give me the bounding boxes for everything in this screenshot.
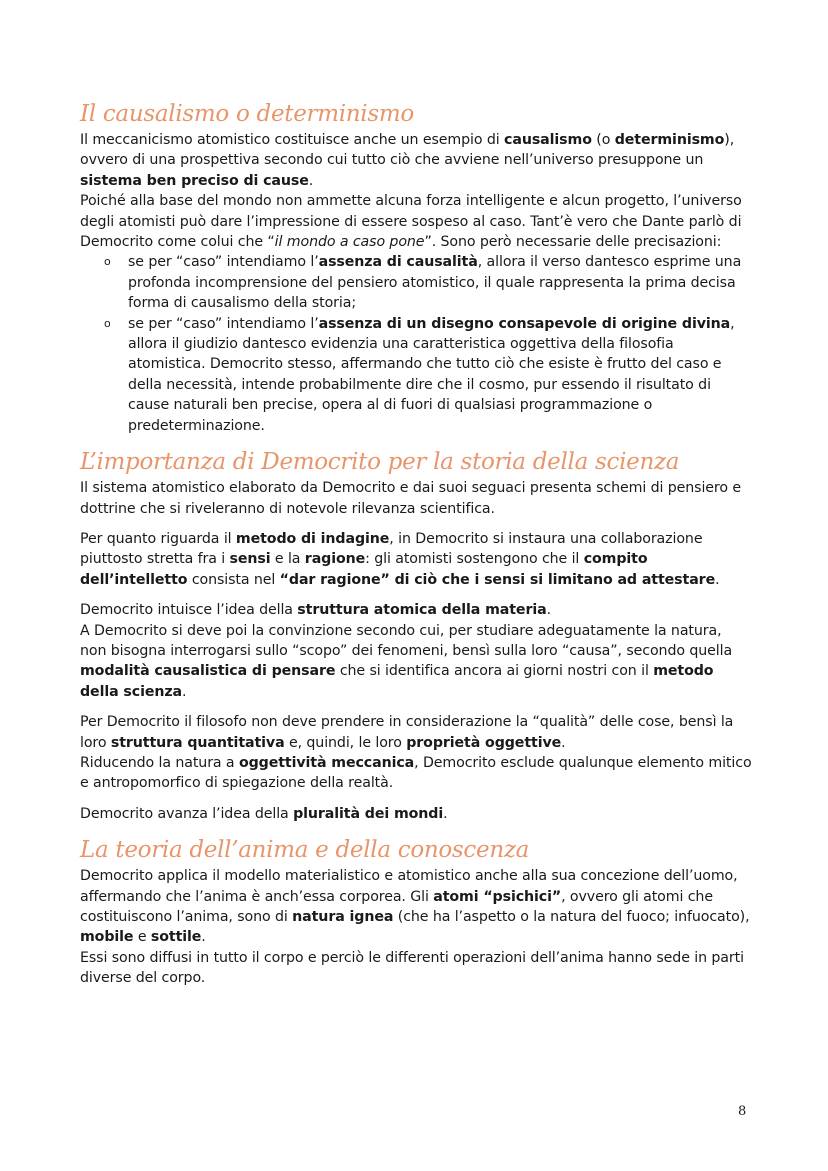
bold-term: metodo di indagine [235,530,390,547]
text-run: , allora il verso dantesco esprime una profonda incomprensione del pensiero atomistico, il quale rappresenta la prima decisa forma di causalismo della storia; [128,254,742,312]
paragraph [80,804,752,824]
paragraph [80,600,752,620]
paragraph [80,866,752,948]
paragraph [80,130,752,191]
text-run: Democrito intuisce l’idea della [80,602,298,619]
page-number: 8 [738,1104,747,1119]
text-run: , allora il giudizio dantesco evidenzia una caratteristica oggettiva della filosofia atomistica. Democrito stesso, affermando che tutto ciò che esiste è frutto del caso e della necessità, intende probabilmente dire che il cosmo, pur essendo il risultato di cause naturali ben precise, opera al di fuori di qualsiasi programmazione o predeterminazione. [128,315,735,434]
text-run: Poiché alla base del mondo non ammette alcuna forza intelligente e alcun progetto, l’universo degli atomisti può dare l’impressione di essere sospeso al caso. Tant’è vero che Dante parlò di Democrito come colui che “ [80,193,742,251]
text-run: e, quindi, le loro [284,734,407,751]
quotation: il mondo a caso pone [274,234,425,251]
section-teoria-anima [80,836,752,988]
section-heading: Il causalismo o determinismo [80,101,414,127]
section-causalismo [80,100,752,436]
text-run: . [715,571,720,588]
bold-term: ragione [304,551,366,568]
text-run: . [546,602,552,619]
text-run: Essi sono diffusi in tutto il corpo e perciò le differenti operazioni dell’anima hanno sede in parti diverse del corpo. [80,949,744,987]
text-run: ”. Sono però necessarie delle precisazioni: [424,234,722,251]
text-run: e la [270,551,305,568]
bold-term: sottile [150,929,202,946]
bold-term: assenza di un disegno consapevole di origine divina [318,315,731,332]
bold-term: modalità causalistica di pensare [80,663,336,680]
paragraph [80,948,752,989]
section-heading: L’importanza di Democrito per la storia della scienza [80,449,680,476]
text-run: . [308,172,314,189]
text-run: . [201,929,206,946]
text-run: , Democrito esclude qualunque elemento mitico e antropomorfico di spiegazione della realtà. [80,754,752,792]
bold-term: proprietà oggettive [406,734,562,751]
bold-term: sistema ben preciso di cause [80,172,309,189]
bold-term: determinismo [614,132,725,148]
text-run: . [443,805,448,822]
bold-term: natura ignea [292,909,394,925]
text-run: ), ovvero di una prospettiva secondo cui tutto ciò che avviene nell’universo presuppone un [80,132,735,169]
text-run: (che ha l’aspetto o la natura del fuoco; infuocato), [393,909,750,925]
text-run: se per “caso” intendiamo l’ [128,315,319,332]
bold-term: atomi “psichici” [433,888,562,905]
bold-term: assenza di causalità [318,254,478,271]
bold-term: metodo della scienza [80,663,714,700]
text-run: che si identifica ancora ai giorni nostri con il [335,663,654,680]
paragraph [80,191,752,252]
text-run: . [561,734,566,751]
bold-term: struttura atomica della materia [297,602,547,619]
text-run: A Democrito si deve poi la convinzione secondo cui, per studiare adeguatamente la natura, non bisogna interrogarsi sullo “scopo” dei fenomeni, bensì sulla loro “causa”, secondo quella [80,622,733,659]
bold-term: sensi [229,551,271,568]
bold-term: causalismo [504,132,592,148]
text-run: se per “caso” intendiamo l’ [128,254,319,271]
paragraph [80,712,752,753]
text-run: , in Democrito si instaura una collaborazione piuttosto stretta fra i [80,530,703,568]
text-run: Per Democrito il filosofo non deve prendere in considerazione la “qualità” delle cose, bensì la loro [80,714,734,751]
paragraph [80,478,752,519]
section-heading: La teoria dell’anima e della conoscenza [80,837,530,864]
text-run: consista nel [187,571,280,588]
text-run: Il meccanicismo atomistico costituisce anche un esempio di [80,132,505,148]
bullet-list [80,252,752,436]
section-importanza-democrito [80,448,752,824]
bold-term: pluralità dei mondi [293,805,444,822]
bold-term: oggettività meccanica [238,754,415,771]
paragraph [80,529,752,590]
paragraph [80,621,752,703]
text-run: . [182,683,187,700]
list-item [128,314,752,436]
text-run: Il sistema atomistico elaborato da Democrito e dai suoi seguaci presenta schemi di pensiero e dottrine che si riveleranno di notevole rilevanza scientifica. [80,480,741,517]
bold-term: “dar ragione” di ciò che i sensi si limitano ad attestare [279,571,716,588]
text-run: Democrito avanza l’idea della [80,805,294,822]
text-run: (o [591,132,615,148]
text-run: , ovvero gli atomi che costituiscono l’anima, sono di [80,888,713,925]
list-item [128,252,752,313]
text-run: : gli atomisti sostengono che il [365,551,584,568]
bold-term: mobile [80,929,134,946]
text-run: Per quanto riguarda il [80,530,236,547]
bold-term: struttura quantitativa [110,734,285,751]
paragraph [80,753,752,794]
document-page [80,100,752,989]
text-run: e [133,929,151,946]
text-run: Riducendo la natura a [80,754,239,771]
text-run: Democrito applica il modello materialistico e atomistico anche alla sua concezione dell’uomo, affermando che l’anima è anch’essa corporea. Gli [80,868,738,905]
bold-term: compito dell’intelletto [80,551,648,588]
